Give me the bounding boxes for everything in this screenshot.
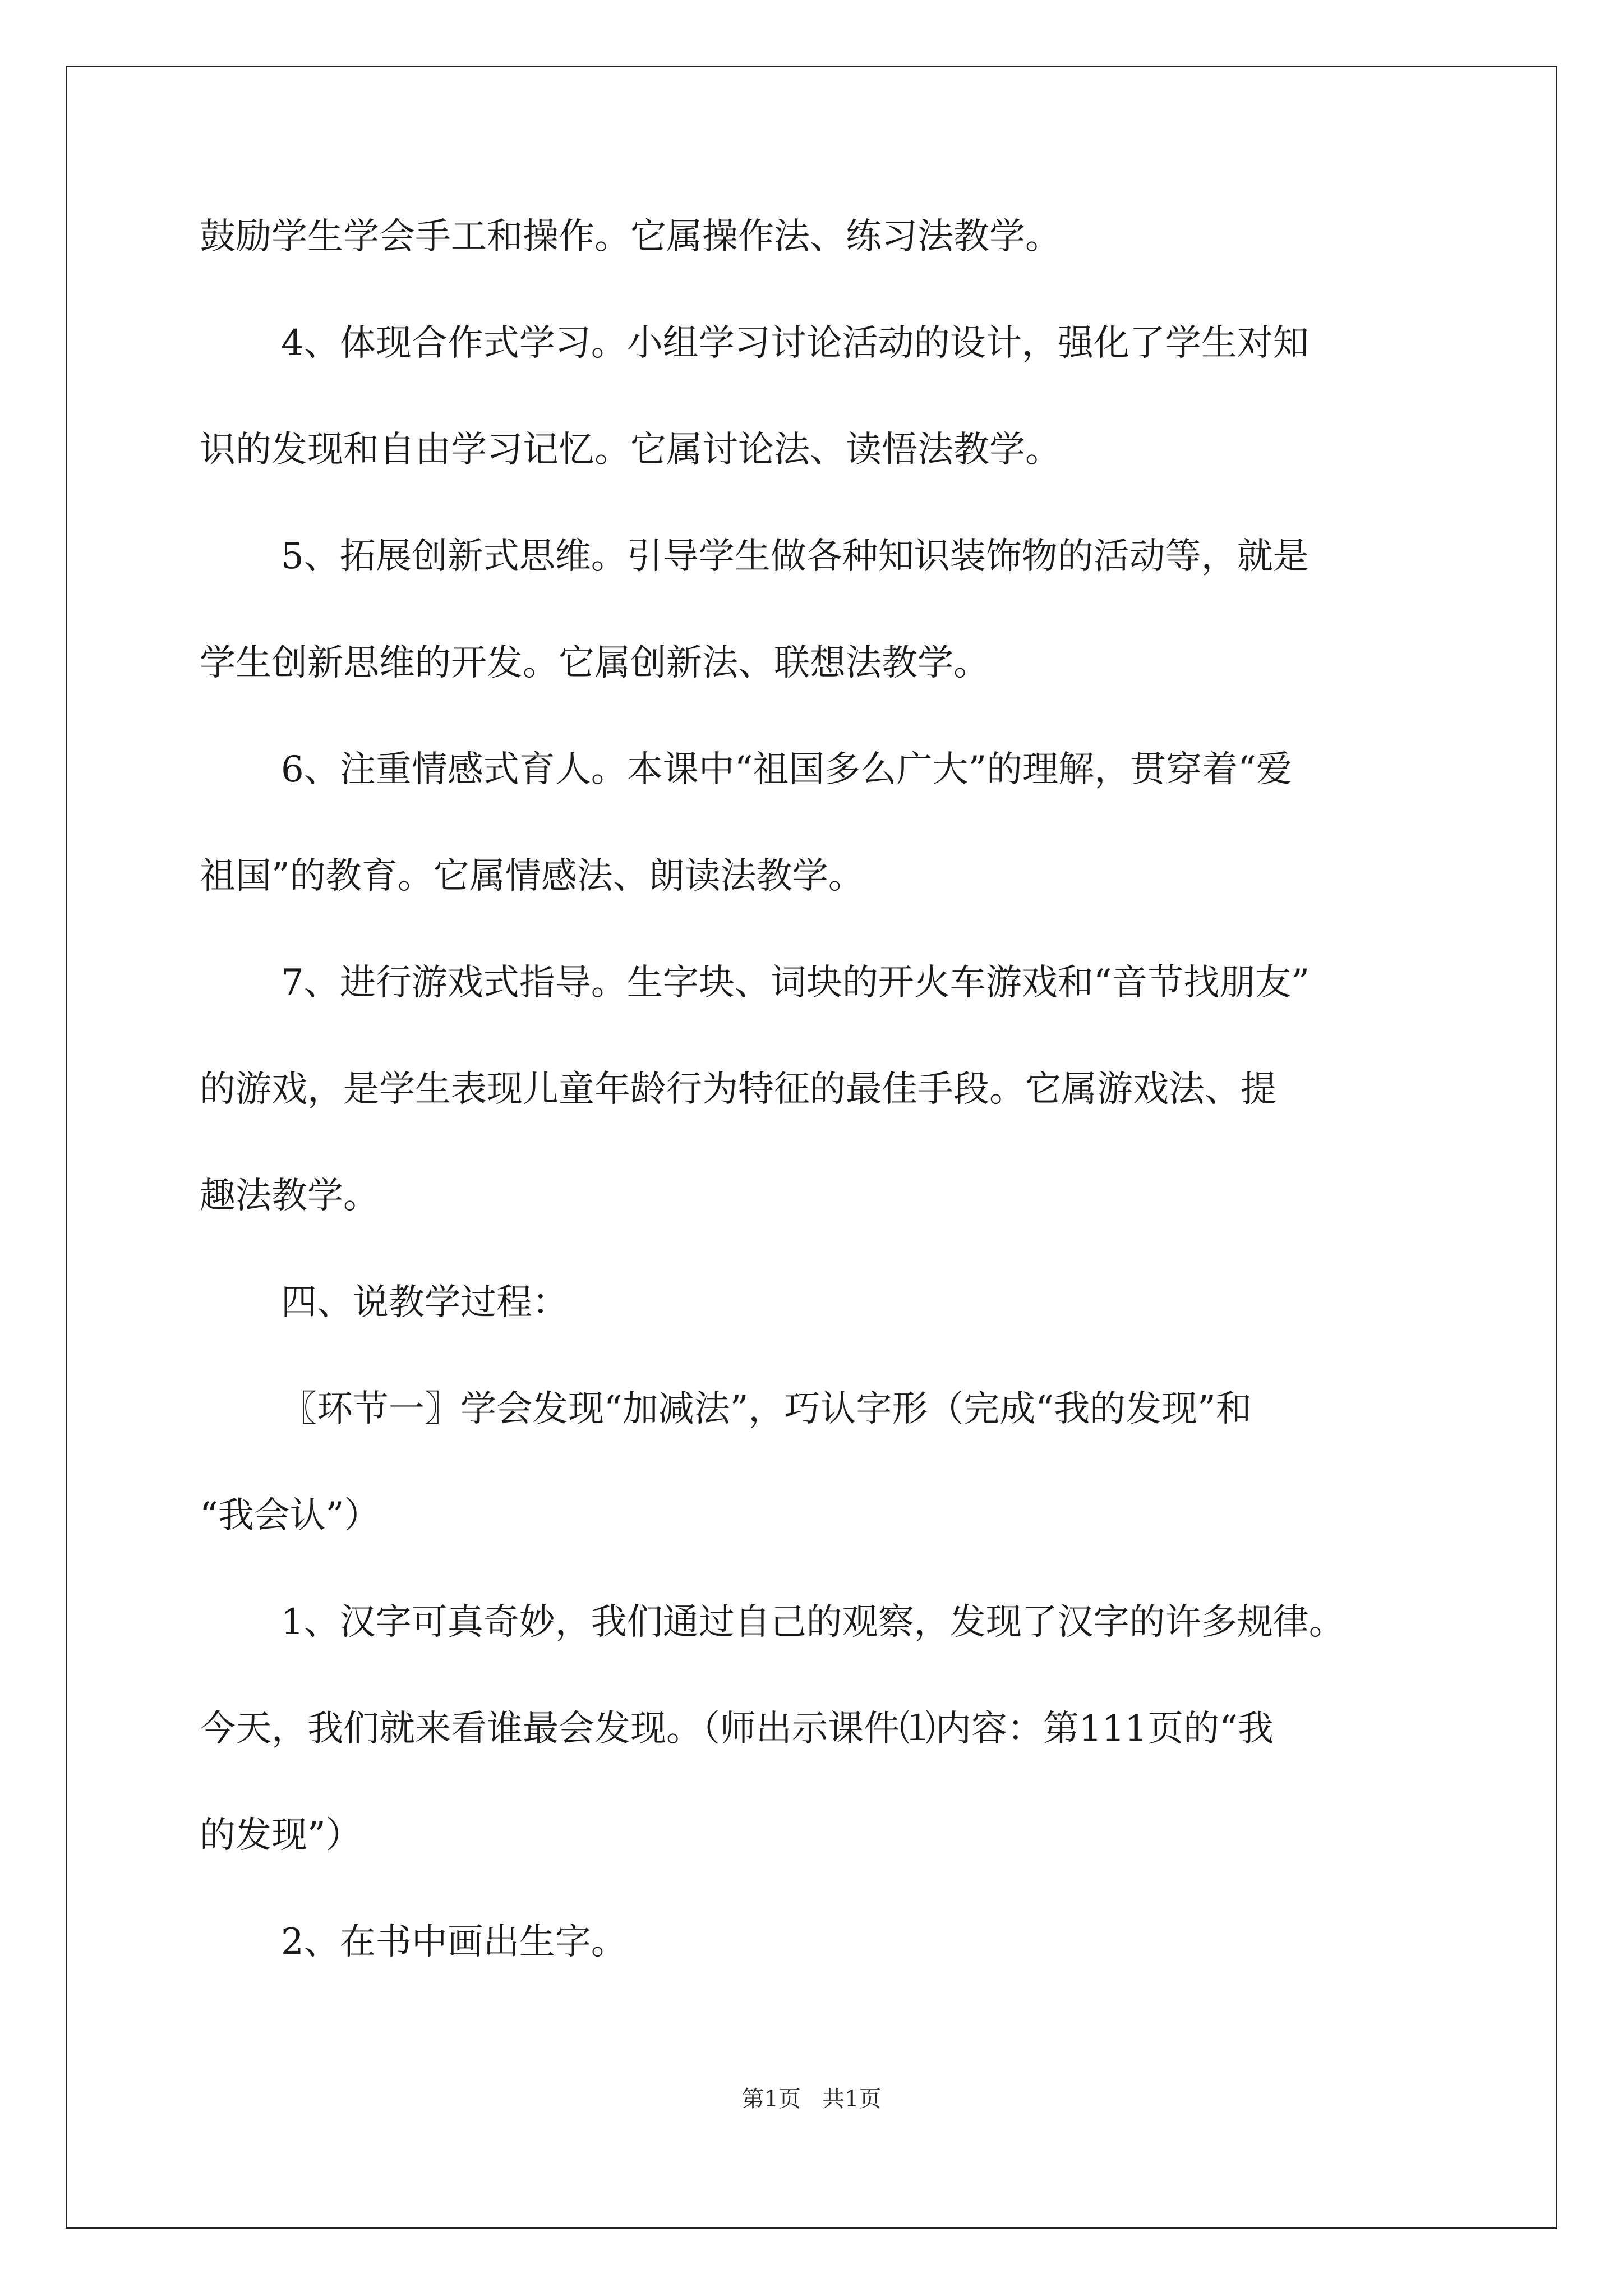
- paragraph-line: 6、注重情感式育人。本课中“祖国多么广大”的理解，贯穿着“爱: [281, 749, 1292, 790]
- paragraph-line: 5、拓展创新式思维。引导学生做各种知识装饰物的活动等，就是: [281, 536, 1309, 577]
- page-footer: 第1页 共1页: [741, 2086, 882, 2112]
- paragraph-line: 7、进行游戏式指导。生字块、词块的开火车游戏和“音节找朋友”: [281, 962, 1310, 1004]
- paragraph-line: 学生创新思维的开发。它属创新法、联想法教学。: [200, 642, 989, 684]
- paragraph-line: 识的发现和自由学习记忆。它属讨论法、读悟法教学。: [200, 429, 1061, 471]
- section-heading: 四、说教学过程：: [281, 1282, 568, 1323]
- paragraph-line: 1、汉字可真奇妙，我们通过自己的观察，发现了汉字的许多规律。: [281, 1602, 1345, 1643]
- paragraph-line: 4、体现合作式学习。小组学习讨论活动的设计，强化了学生对知: [281, 323, 1309, 364]
- paragraph-line: 鼓励学生学会手工和操作。它属操作法、练习法教学。: [200, 216, 1061, 257]
- paragraph-line: 2、在书中画出生字。: [281, 1921, 627, 1963]
- paragraph-line: 趣法教学。: [200, 1175, 379, 1217]
- page-border: [66, 66, 1557, 2229]
- paragraph-line: 的发现”）: [200, 1815, 362, 1856]
- paragraph-line: 〖环节一〗学会发现“加减法”，巧认字形（完成“我的发现”和: [281, 1388, 1252, 1430]
- paragraph-line: 今天，我们就来看谁最会发现。（师出示课件⑴内容：第111页的“我: [200, 1708, 1274, 1750]
- paragraph-line: 的游戏，是学生表现儿童年龄行为特征的最佳手段。它属游戏法、提: [200, 1069, 1276, 1110]
- paragraph-line: 祖国”的教育。它属情感法、朗读法教学。: [200, 855, 864, 897]
- paragraph-line: “我会认”）: [200, 1495, 380, 1536]
